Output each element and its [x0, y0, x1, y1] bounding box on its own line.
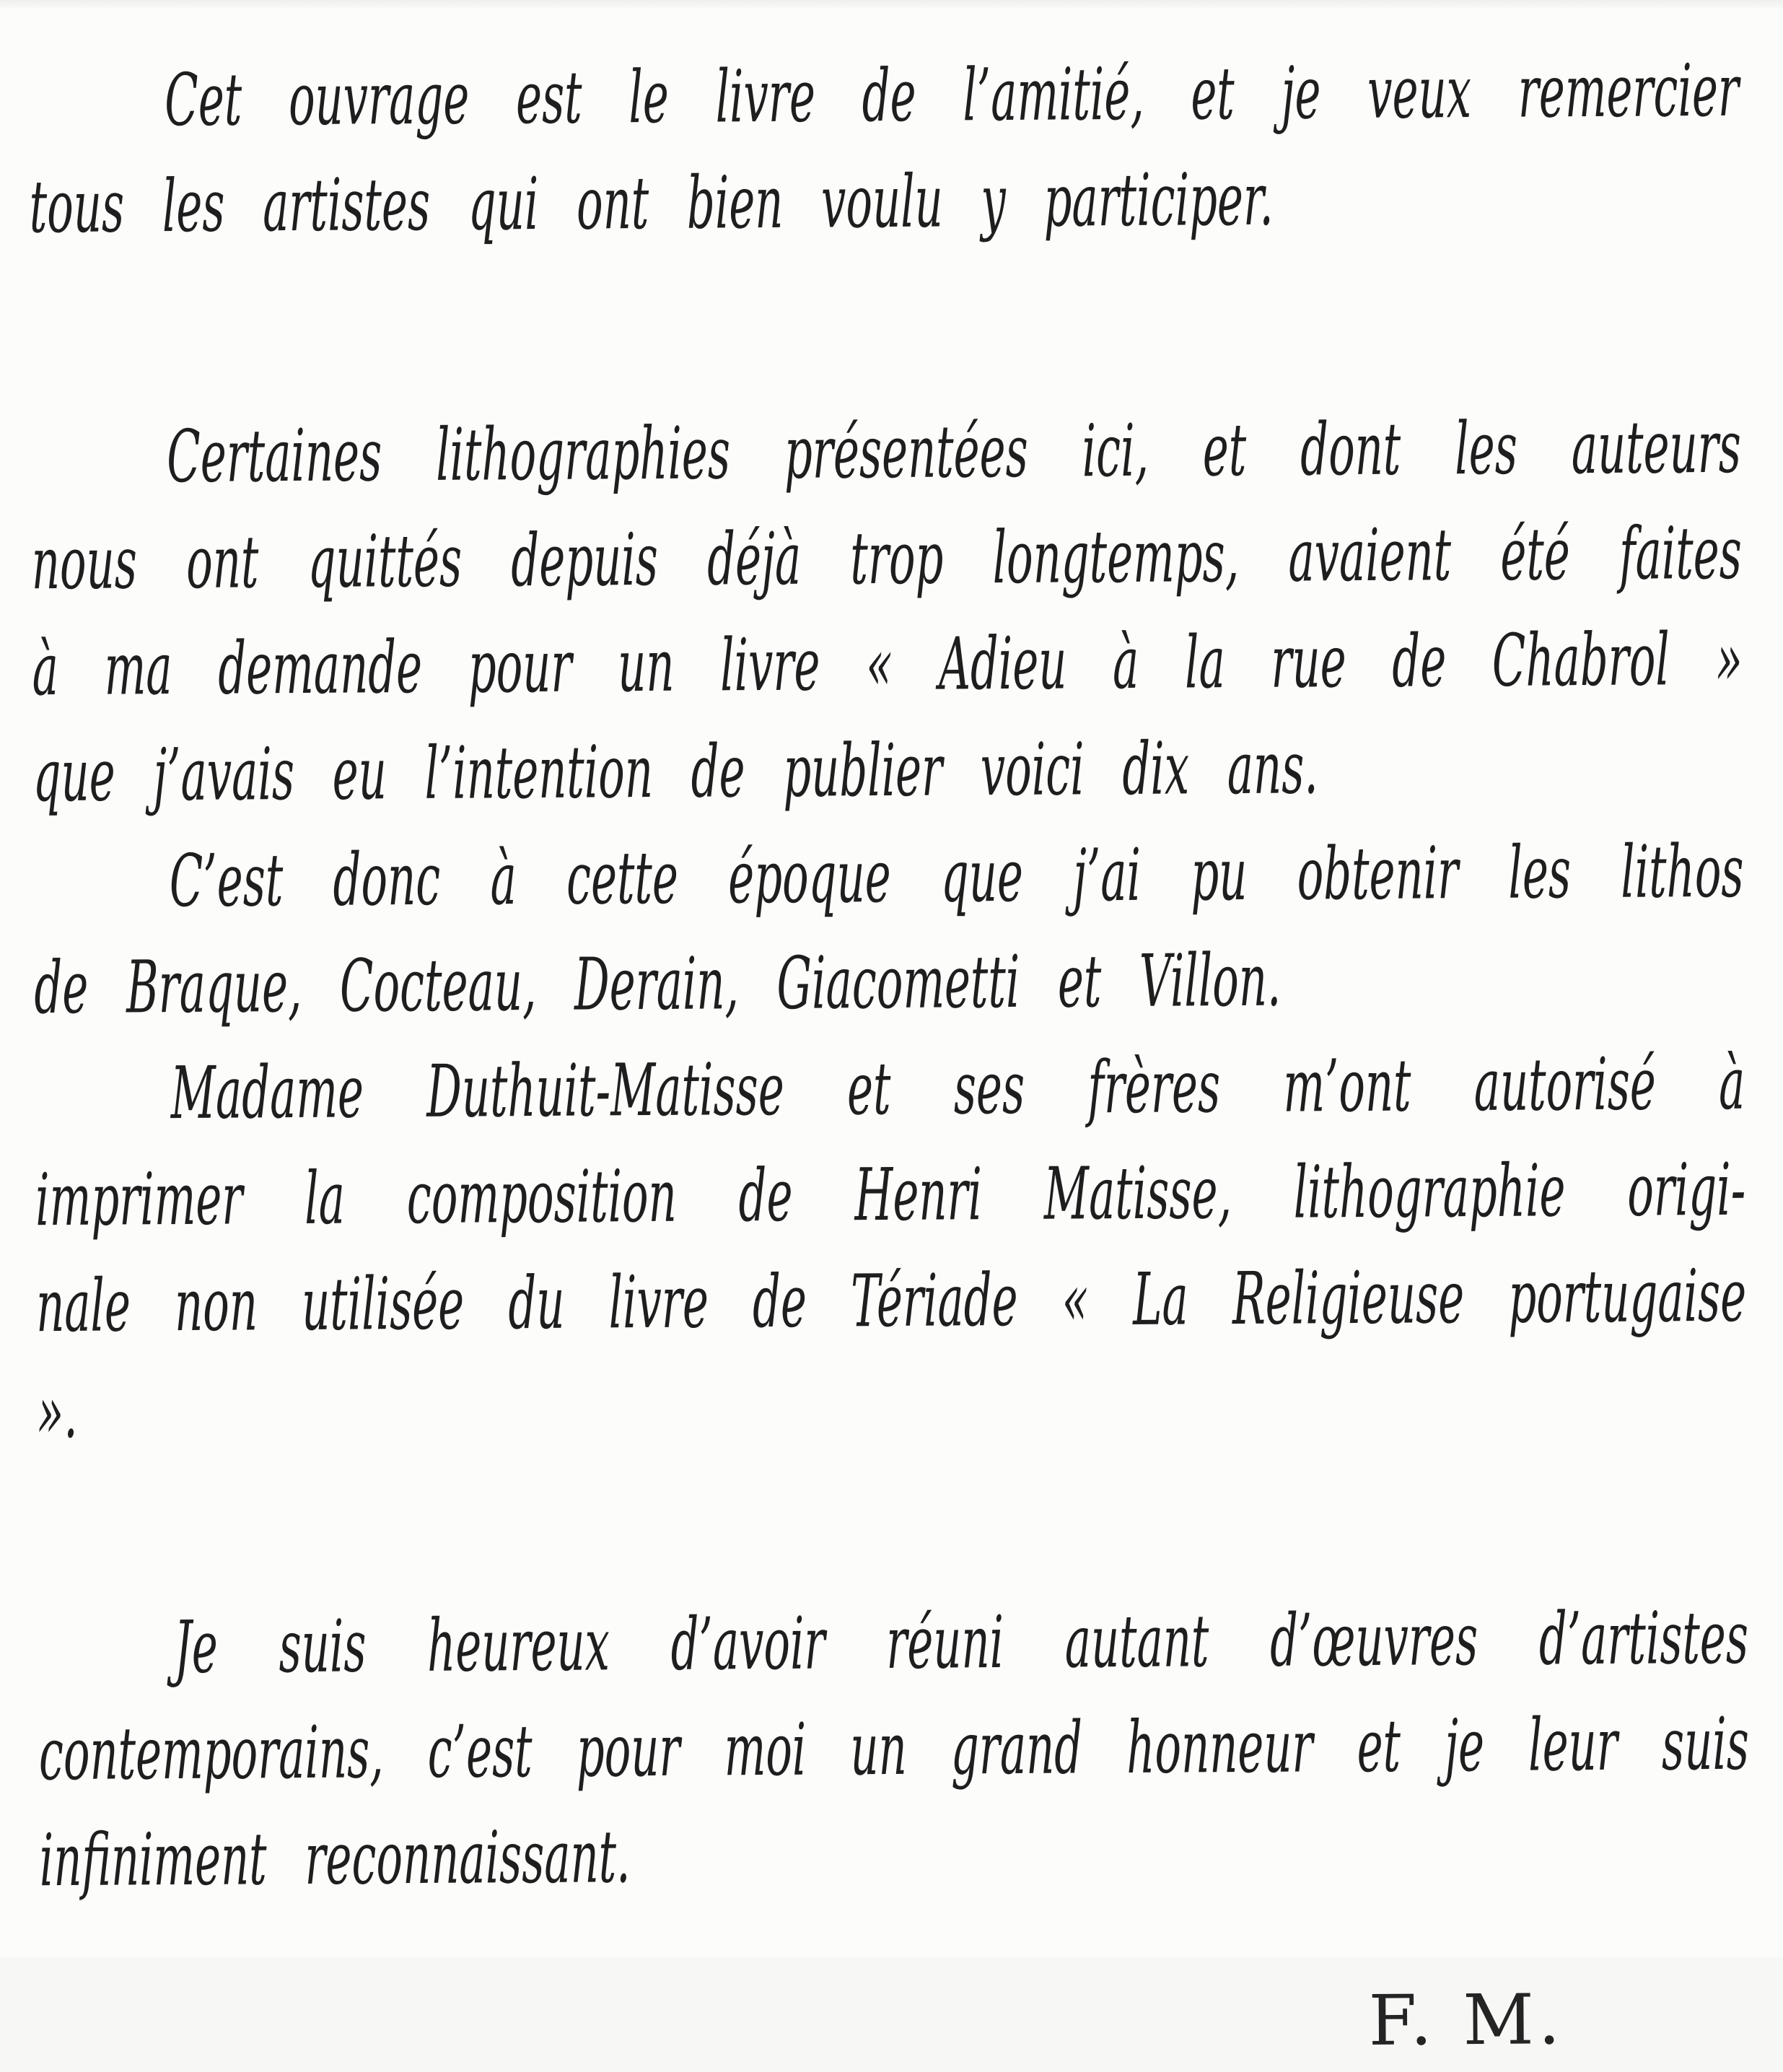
text-block [28, 38, 1752, 2072]
preface-text [28, 38, 1750, 1913]
text-line: que j’avais eu l’intention de publier voici dix ans. [32, 725, 1318, 818]
text-line: Certaines lithographies présentées ici, et dont les auteurs [166, 404, 1742, 499]
signature-row [40, 1975, 1753, 2072]
text-line: à ma demande pour un livre « Adieu à la rue de Chabrol » [32, 616, 1743, 712]
text-line: nous ont quittés depuis déjà trop longtemps, avaient été faites [31, 510, 1743, 606]
paragraph-3 [33, 818, 1745, 1041]
text-line: nale non utilisée du livre de Tériade « La Religieuse portugaise ». [35, 1253, 1747, 1455]
paragraph-4 [35, 1031, 1748, 1465]
text-line: imprimer la composition de Henri Matisse, lithographie origi- [35, 1147, 1746, 1243]
paragraph-2 [30, 394, 1743, 829]
paragraph-5 [38, 1585, 1751, 1913]
text-line: Cet ouvrage est le livre de l’amitié, et je veux remercier [164, 48, 1740, 143]
text-line: tous les artistes qui ont bien voulu y participer. [29, 157, 1274, 250]
text-line: Je suis heureux d’avoir réuni autant d’œuvres d’artistes [174, 1595, 1749, 1690]
text-line: de Braque, Cocteau, Derain, Giacometti et Villon. [34, 937, 1282, 1031]
text-line: Madame Duthuit-Matisse et ses frères m’ont autorisé à [170, 1041, 1745, 1136]
text-line: contemporains, c’est pour moi un grand honneur et je leur suis [38, 1701, 1750, 1797]
signature: F. M. [1368, 1979, 1565, 2061]
paragraph-1 [28, 38, 1740, 260]
text-line: infiniment reconnaissant. [39, 1814, 631, 1903]
text-line: C’est donc à cette époque que j’ai pu obtenir les lithos [169, 829, 1744, 924]
